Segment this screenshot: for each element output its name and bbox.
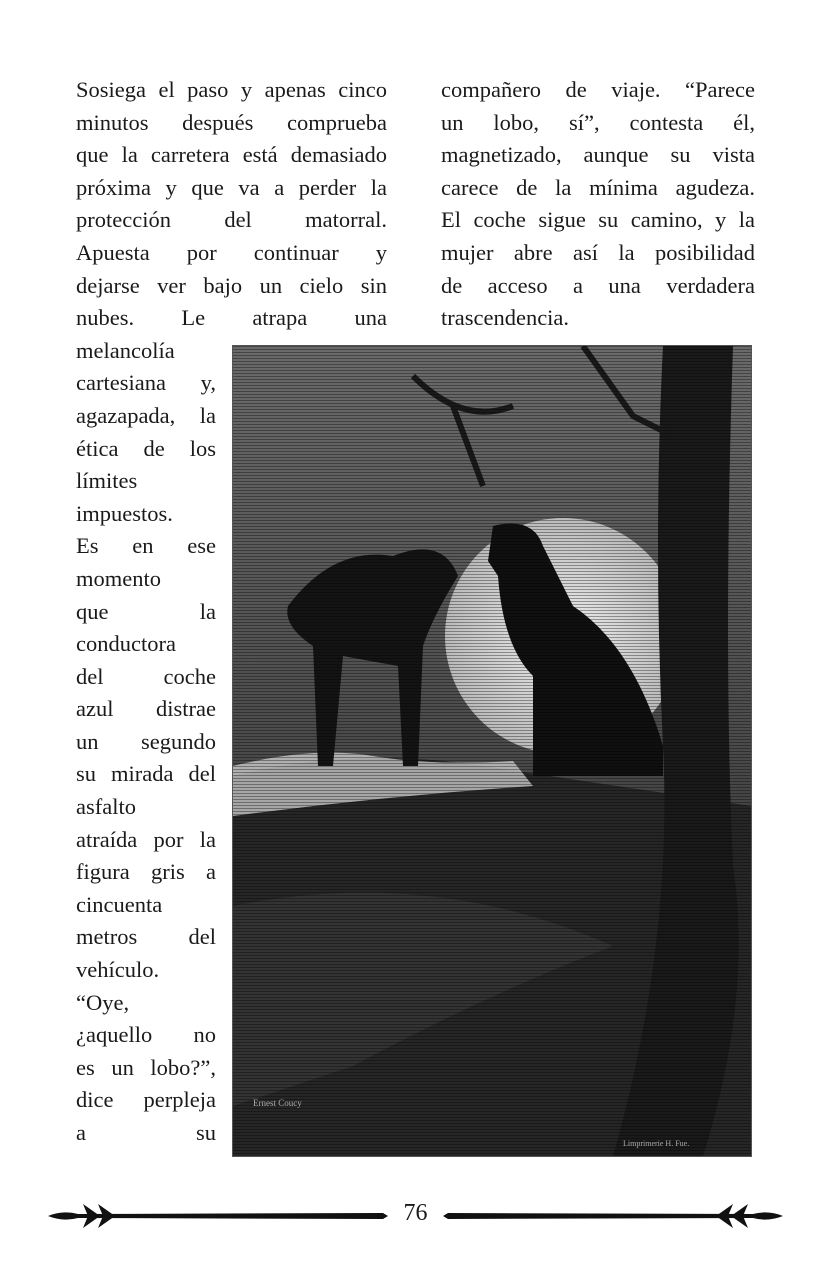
text-line: es un lobo?”, — [76, 1054, 216, 1080]
text-line: que la — [76, 598, 216, 624]
wolves-moon-engraving — [232, 345, 752, 1157]
text-line: impuestos. — [76, 500, 173, 526]
text-line: metros del — [76, 924, 216, 950]
text-line: Sosiega el paso y apenas cinco — [76, 77, 387, 102]
text-line: atraída por la — [76, 826, 216, 852]
page-number: 76 — [403, 1200, 428, 1226]
text-line: ética de los — [76, 435, 216, 461]
text-line: a su — [76, 1120, 216, 1145]
text-line: su mirada del — [76, 761, 216, 787]
text-line: “Oye, — [76, 989, 130, 1015]
text-line: límites — [76, 468, 138, 494]
text-line: Apuesta por continuar y — [76, 239, 387, 265]
text-line: trascendencia. — [441, 305, 570, 331]
text-line: mujer abre así la posibilidad — [441, 239, 755, 265]
text-line: de acceso a una verdadera — [441, 272, 755, 298]
text-line: vehículo. — [76, 957, 160, 983]
text-line: magnetizado, aunque su vista — [441, 142, 755, 168]
text-line: dice perpleja — [76, 1087, 216, 1113]
text-line: que la carretera está demasiado — [76, 142, 387, 168]
text-line: compañero de viaje. “Parece — [441, 77, 755, 102]
text-line: un segundo — [76, 728, 216, 754]
text-line: cartesiana y, — [76, 370, 216, 396]
text-line: ¿aquello no — [76, 1022, 216, 1048]
text-line: carece de la mínima agudeza. — [441, 174, 755, 200]
text-line: momento — [76, 565, 161, 591]
text-line: protección del matorral. — [76, 207, 387, 233]
text-line: figura gris a — [76, 859, 216, 885]
right-text-column — [441, 74, 755, 335]
text-line: agazapada, la — [76, 402, 216, 428]
text-line: dejarse ver bajo un cielo sin — [76, 272, 387, 298]
text-line: cincuenta — [76, 891, 163, 917]
artist-signature: Ernest Coucy — [253, 1098, 302, 1108]
text-line: Es en ese — [76, 533, 216, 559]
text-line: El coche sigue su camino, y la — [441, 207, 755, 233]
text-line: un lobo, sí”, contesta él, — [441, 109, 755, 135]
text-line: del coche — [76, 663, 216, 689]
page-footer — [48, 1198, 783, 1234]
text-line: nubes. Le atrapa una — [76, 305, 387, 331]
text-line: azul distrae — [76, 696, 216, 722]
text-line: minutos después comprueba — [76, 109, 387, 135]
text-line: asfalto — [76, 794, 136, 820]
printer-signature: Limprimerie H. Fue. — [623, 1139, 690, 1148]
text-line: conductora — [76, 631, 176, 657]
text-line: melancolía — [76, 337, 175, 363]
text-line: próxima y que va a perder la — [76, 174, 387, 200]
